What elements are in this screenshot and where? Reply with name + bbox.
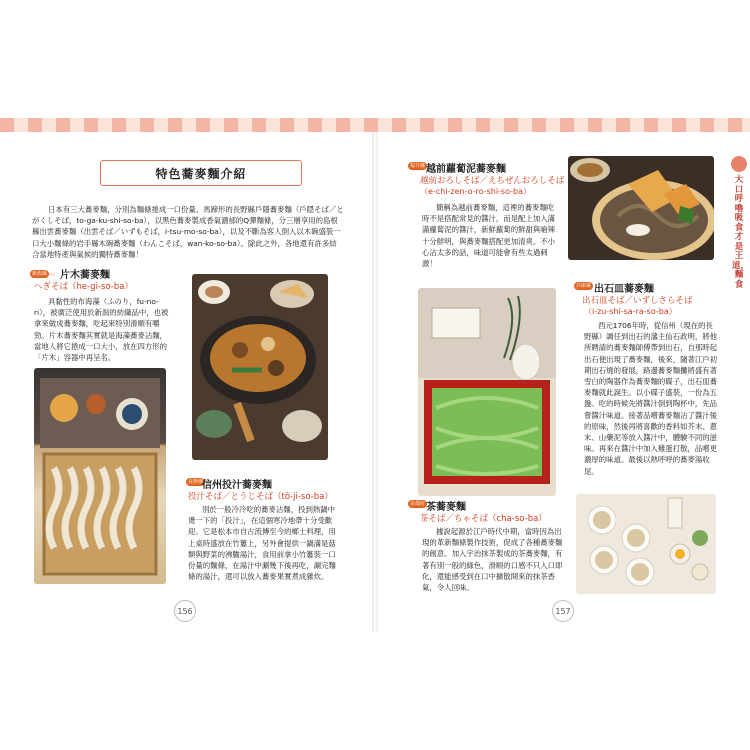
izushi-soba-photo — [576, 494, 716, 594]
intro-paragraph: 日本有三大蕎麥麵，分別為麵條捲成一口份量、馬蹄形的長野縣戶隱蕎麥麵（戶隠そば／とがくしそば，to-ga-ku-shi-so-ba），以黑色蕎麥製成香氣濃郁的Q彈麵條，分三層享用的島根縣出雲蕎麥麵（出雲そば／いずもそば，i-tsu-mo-so-ba），以及不斷為客人倒入以木碗盛裝一口大小麵條的岩手縣木碗蕎麥麵（わんこそば，wan-ko-so-ba）。除此之外，各地還有許多結合當地特產與氣候的獨特蕎麥麵！ — [32, 205, 344, 259]
section-title: 出石皿蕎麥麵 — [594, 284, 654, 295]
section-body: 據說起源於江戶時代中期，當時因為出現的革新麵條製作技術，促成了各種蕎麥麵的創意。加入宇治抹茶製成的茶蕎麥麵，有著有別一般的綠色，滑順的口感不只入口即化，還能感受到在口中擴散開來的抹茶香氣，令人回味。 — [422, 527, 563, 593]
right-page — [378, 132, 750, 632]
region-tag: 福井縣 — [410, 163, 426, 169]
section-title: 片木蕎麥麵 — [60, 270, 110, 281]
section-subtitle: 出石皿そば／いずしさらそば — [582, 296, 693, 306]
section-body: 西元1706年時，從信州（現在的長野縣）調任到出石的藩主仙石政明，將他所聘請的蕎麥麵師傅帶到出石，自那時起出石便出現了蕎麥麵，後來，隨著江戶初期出石燒的發展，路邊蕎麥麵攤將盛有著雪白的陶器作為蕎麥麵的碟子，出石皿蕎麥麵就此誕生。以小碟子盛裝，一份為五盤。吃的時候先將醬汁倒到陶杯中，先品嘗醬汁味道。接著品嚐蕎麥麵沾了醬汁後的原味，然後再將喜歡的香料如芥末、蔥末、山藥泥等放入醬汁中，體驗不同的滋味。再來在醬汁中加入雞蛋打散，品嚐更濃厚的味道。最後以熱呼呼的蕎麥湯收尾。 — [584, 321, 718, 476]
touji-soba-photo — [192, 274, 328, 460]
section-romaji: （e-chi-zen-o-ro-shi-so-ba） — [420, 187, 532, 196]
section-subtitle: 投汁そば／とうじそば（tō-ji-so-ba） — [188, 492, 333, 502]
section-title: 越前蘿蔔泥蕎麥麵 — [426, 164, 506, 175]
region-tag: 長野縣 — [188, 479, 204, 485]
region-tag: 京都府 — [410, 501, 426, 507]
section-body: 別於一般冷冷吃的蕎麥沾麵，投到熱鍋中燙一下的「投汁」，在這個寒冷地帶十分受歡迎。它是松本市自古流傳至今的鄉土料理，用上桌時盛放在竹簍上，另外會提供一鍋滿是菇類與野菜的沸騰湯汁，食用前拿小竹簍裝一口份量的麵條，在湯汁中涮幾下後再吃，涮完麵條的湯汁，還可以放入蕎麥果實煮成雜炊。 — [188, 505, 336, 582]
page-number: 157 — [552, 600, 574, 622]
section-title: 茶蕎麥麵 — [426, 502, 466, 513]
section-subtitle: へぎそば（he-gi-so-ba） — [34, 282, 133, 292]
region-tag: 新潟縣 — [32, 271, 48, 277]
side-label: 大口呼嚕吸食才是王道，麵食 — [732, 175, 750, 290]
header-stripe — [0, 118, 750, 132]
section-subtitle: 越前おろしそば／えちぜんおろしそば — [420, 176, 565, 186]
hegi-soba-photo — [34, 368, 166, 584]
side-label-circle — [731, 156, 747, 172]
noodle-swirl-icon: 〰 — [46, 271, 56, 281]
chasoba-photo — [418, 288, 556, 496]
section-romaji: （i-zu-shi-sa-ra-so-ba） — [584, 307, 677, 316]
section-body: 具黏性的布海藻（ふのり，fu-no-ri），被廣泛使用於新潟的紡織品中，也被拿來做成蕎麥麵，吃起來特別滑順有嚼勁。片木蕎麥麵其實就是海藻蕎麥沾麵，當地人將它捲成一口大小，放在四方形的「片木」容器中再呈名。 — [34, 297, 169, 363]
section-title: 信州投汁蕎麥麵 — [202, 480, 272, 491]
page-number: 156 — [174, 600, 196, 622]
left-page — [0, 132, 372, 632]
region-tag: 兵庫縣 — [576, 283, 592, 289]
section-body: 簡稱為越前蕎麥麵，這裡的蕎麥麵吃時不是搭配常見的醬汁，而是配上加入滿滿蘿蔔泥的醬汁，新鮮蘿蔔的鮮甜與嗆辣十分鮮明，與蕎麥麵搭配更加清爽。不小心沾太多的話，味道可能會有些太過刺激！ — [422, 203, 556, 269]
oroshi-soba-photo — [568, 156, 714, 260]
section-subtitle: 茶そば／ちゃそば（cha-so-ba） — [420, 514, 547, 524]
section-header: 特色蕎麥麵介紹 — [100, 160, 302, 186]
